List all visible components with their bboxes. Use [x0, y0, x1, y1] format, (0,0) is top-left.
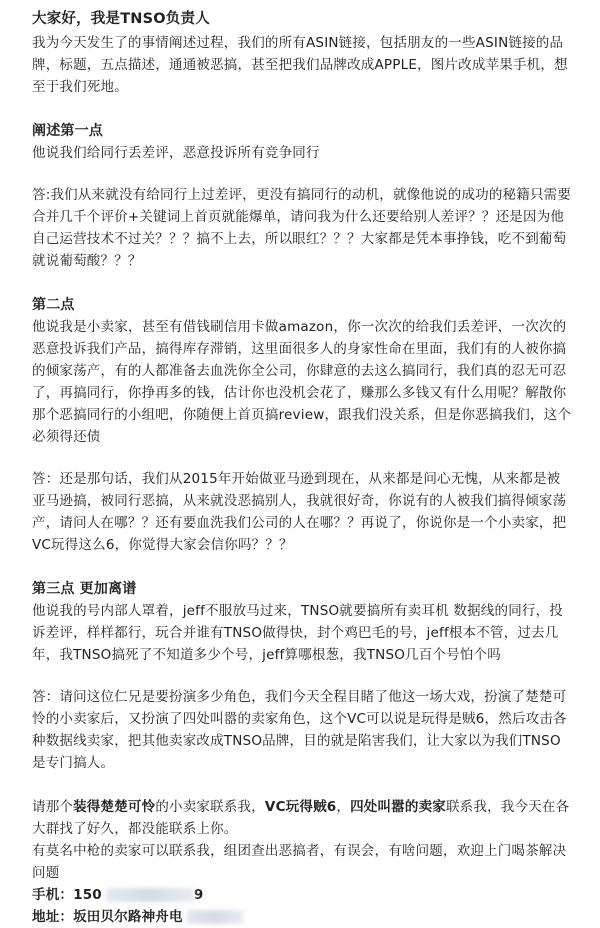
spacer: [32, 272, 574, 294]
contact-phone: [32, 884, 574, 906]
section3-heading: 第三点 更加离谱: [32, 581, 137, 597]
spacer: [32, 448, 574, 468]
section1-answer: 答:我们从来就没有给同行上过差评，更没有搞同行的动机，就像他说的成功的秘籍只需要合并几千个评价+关键词上首页就能爆单，请问我为什么还要给别人差评？？还是因为他自己运营技术不过关？？？搞不上去，所以眼红？？？大家都是凭本事挣钱，吃不到葡萄就说葡萄酸？？？: [32, 187, 572, 269]
spacer: [32, 774, 574, 796]
closing-emphasis: 装得楚楚可怜: [73, 799, 156, 815]
contact-address: [32, 906, 574, 928]
address-value: 坂田贝尔路神舟电: [73, 909, 183, 925]
closing-text: ，: [336, 799, 351, 815]
spacer: [32, 556, 574, 578]
closing-text: 请那个: [32, 799, 74, 815]
section1-claim: 他说我们给同行丢差评，恶意投诉所有竞争同行: [32, 145, 320, 161]
closing-emphasis: 四处叫嚣的卖家: [350, 799, 446, 815]
document-title: 大家好，我是TNSO负责人: [32, 11, 210, 27]
closing-paragraph-2: 有莫名中枪的卖家可以联系我，组团查出恶搞者，有误会，有啥问题，欢迎上门喝茶解决问题: [32, 843, 567, 881]
redacted-blur: [106, 888, 194, 902]
section3-answer: 答：请问这位仁兄是要扮演多少角色，我们今天全程目睹了他这一场大戏，扮演了楚楚可怜的小卖家后，又扮演了四处叫嚣的卖家角色，这个VC可以说是玩得是贼6，然后攻击各种数据线卖家，把其他卖家改成TNSO品牌，目的就是陷害我们，让大家以为我们TNSO是专门搞人。: [32, 689, 567, 771]
closing-emphasis: VC玩得贼6: [264, 799, 337, 815]
closing-text: 联系我，我今天在各大群找了好久，都没能联系上你。: [32, 799, 570, 837]
closing-text: 的小卖家联系我，: [155, 799, 265, 815]
section1-heading: 阐述第一点: [32, 123, 103, 139]
closing-paragraph-1: [32, 796, 574, 840]
spacer: [32, 98, 574, 120]
spacer: [32, 164, 574, 184]
section2-answer: 答：还是那句话，我们从2015年开始做亚马逊到现在，从来都是问心无愧，从来都是被亚马逊搞，被同行恶搞，从来就没恶搞别人，我就很好奇，你说有的人被我们搞得倾家荡产，请问人在哪？？还有要血洗我们公司的人在哪？？再说了，你说你是一个小卖家，把VC玩得这么6，你觉得大家会信你吗？？？: [32, 471, 567, 553]
phone-value: 150: [73, 887, 102, 903]
spacer: [32, 666, 574, 686]
phone-tail: 9: [193, 887, 204, 903]
phone-label: 手机：: [32, 887, 74, 903]
section3-claim: 他说我的号内部人罩着，jeff不服放马过来，TNSO就要搞所有卖耳机 数据线的同行，投诉差评，样样都行，玩合并谁有TNSO做得快，封个鸡巴毛的号，jeff根本不管，过去几年，我TNSO搞死了不知道多少个号，jeff算哪根葱，我TNSO几百个号怕个吗: [32, 603, 563, 663]
section2-heading: 第二点: [32, 297, 75, 313]
redacted-blur: [187, 910, 243, 924]
address-label: 地址：: [32, 909, 74, 925]
section2-claim: 他说我是小卖家，甚至有借钱刷信用卡做amazon，你一次次的给我们丢差评，一次次的恶意投诉我们产品，搞得库存滞销，这里面很多人的身家性命在里面，我们有的人被你搞的倾家荡产，有的人都准备去血洗你全公司，你肆意的去这么搞同行，我们真的忍无可忍了，再搞同行，你挣再多的钱，估计你也没机会花了，赚那么多钱又有什么用呢？解散你那个恶搞同行的小组吧，你随便上首页搞review，跟我们没关系，但是你恶搞我们，这个必须得还债: [32, 319, 572, 445]
intro-paragraph: 我为今天发生了的事情阐述过程，我们的所有ASIN链接，包括朋友的一些ASIN链接的品牌，标题，五点描述，通通被恶搞，甚至把我们品牌改成APPLE，图片改成苹果手机，想至于我们死地。: [32, 35, 568, 95]
